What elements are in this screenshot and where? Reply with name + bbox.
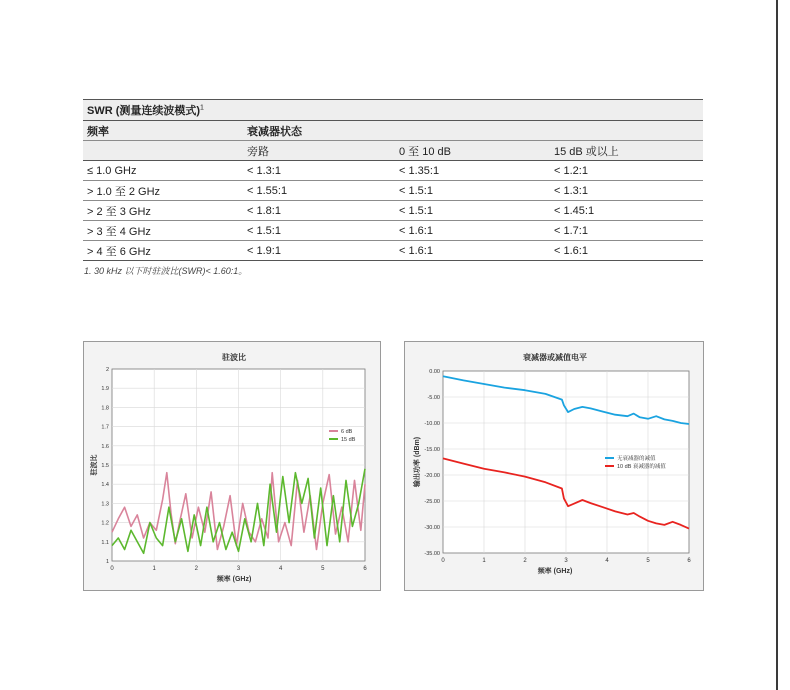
chart-title: 驻波比 xyxy=(222,353,246,362)
y-tick-label: 1.9 xyxy=(101,386,109,393)
table-cell: < 1.5:1 xyxy=(395,201,550,221)
y-tick-label: -20.00 xyxy=(424,473,440,479)
table-cell: ≤ 1.0 GHz xyxy=(83,161,243,181)
x-axis-label: 频率 (GHz) xyxy=(216,576,252,583)
x-tick-label: 0 xyxy=(441,558,445,564)
y-axis-label: 驻波比 xyxy=(91,454,98,476)
x-tick-label: 2 xyxy=(523,558,527,564)
table-cell: < 1.6:1 xyxy=(395,221,550,241)
table-cell: < 1.35:1 xyxy=(395,161,550,181)
y-tick-label: 2 xyxy=(105,367,109,373)
legend-label: 无衰减器的减值 xyxy=(617,456,656,462)
table-cell: < 1.6:1 xyxy=(550,241,703,261)
x-tick-label: 5 xyxy=(646,558,650,564)
x-tick-label: 3 xyxy=(236,566,241,572)
x-tick-label: 3 xyxy=(564,558,568,564)
y-tick-label: -5.00 xyxy=(427,395,440,401)
x-tick-label: 2 xyxy=(194,566,199,572)
table-row xyxy=(83,181,703,201)
attenuator-chart-panel xyxy=(404,341,704,591)
x-tick-label: 1 xyxy=(482,558,486,564)
table-header-row xyxy=(83,121,703,141)
header-frequency: 频率 xyxy=(83,121,243,141)
header-attenuator-state: 衰减器状态 xyxy=(243,121,703,141)
y-tick-label: 1.4 xyxy=(101,482,109,489)
table-cell: > 3 至 4 GHz xyxy=(83,221,243,241)
chart-title: 衰减器或减值电平 xyxy=(523,353,587,362)
table-cell: > 1.0 至 2 GHz xyxy=(83,181,243,201)
table-cell: > 2 至 3 GHz xyxy=(83,201,243,221)
x-tick-label: 6 xyxy=(687,558,691,564)
x-tick-label: 1 xyxy=(152,566,156,572)
y-tick-label: 1.6 xyxy=(101,443,109,450)
y-tick-label: -25.00 xyxy=(424,499,440,505)
swr-spec-table xyxy=(83,99,703,261)
table-footnote: 1. 30 kHz 以下时驻波比(SWR)< 1.60:1。 xyxy=(84,266,248,276)
subheader-15db-plus: 15 dB 或以上 xyxy=(550,141,703,161)
page-edge-rule xyxy=(776,0,778,690)
table-subheader-row xyxy=(83,141,703,161)
x-axis-label: 频率 (GHz) xyxy=(537,568,573,575)
y-tick-label: 1.3 xyxy=(101,501,109,508)
y-tick-label: 1.2 xyxy=(101,520,109,527)
x-tick-label: 4 xyxy=(605,558,609,564)
table-row xyxy=(83,161,703,181)
table-row xyxy=(83,221,703,241)
x-tick-label: 5 xyxy=(321,566,325,572)
y-tick-label: -15.00 xyxy=(424,447,440,453)
table-cell: < 1.3:1 xyxy=(243,161,395,181)
legend-label: 10 dB 衰减器的减值 xyxy=(617,464,666,470)
table-cell: < 1.2:1 xyxy=(550,161,703,181)
y-tick-label: 1.7 xyxy=(101,424,109,431)
y-tick-label: 1.8 xyxy=(101,405,109,412)
swr-chart xyxy=(84,342,380,590)
table-title-row xyxy=(83,100,703,121)
y-tick-label: -30.00 xyxy=(424,525,440,531)
legend-label: 6 dB xyxy=(341,429,353,435)
swr-chart-panel xyxy=(83,341,381,591)
table-cell: > 4 至 6 GHz xyxy=(83,241,243,261)
legend-label: 15 dB xyxy=(341,437,356,443)
x-tick-label: 6 xyxy=(363,566,367,572)
x-tick-label: 0 xyxy=(110,566,114,572)
table-cell: < 1.7:1 xyxy=(550,221,703,241)
table-cell: < 1.55:1 xyxy=(243,181,395,201)
y-tick-label: 1.1 xyxy=(101,539,109,546)
table-title: SWR (测量连续波模式)$^1$ xyxy=(83,100,703,121)
y-axis-label: 输出功率 (dBm) xyxy=(414,436,421,488)
table-cell: < 1.5:1 xyxy=(243,221,395,241)
table-row xyxy=(83,241,703,261)
y-tick-label: -35.00 xyxy=(424,551,440,557)
table-cell: < 1.8:1 xyxy=(243,201,395,221)
subheader-bypass: 旁路 xyxy=(243,141,395,161)
x-tick-label: 4 xyxy=(278,566,283,572)
table-row xyxy=(83,201,703,221)
table-cell: < 1.45:1 xyxy=(550,201,703,221)
attenuator-level-chart xyxy=(405,342,703,590)
subheader-blank xyxy=(83,141,243,161)
y-tick-label: 1.5 xyxy=(101,463,109,469)
subheader-0-10db: 0 至 10 dB xyxy=(395,141,550,161)
table-cell: < 1.5:1 xyxy=(395,181,550,201)
table-cell: < 1.6:1 xyxy=(395,241,550,261)
y-tick-label: -10.00 xyxy=(424,421,440,427)
table-cell: < 1.9:1 xyxy=(243,241,395,261)
y-tick-label: 0.00 xyxy=(429,369,440,375)
y-tick-label: 1 xyxy=(105,559,109,565)
table-cell: < 1.3:1 xyxy=(550,181,703,201)
